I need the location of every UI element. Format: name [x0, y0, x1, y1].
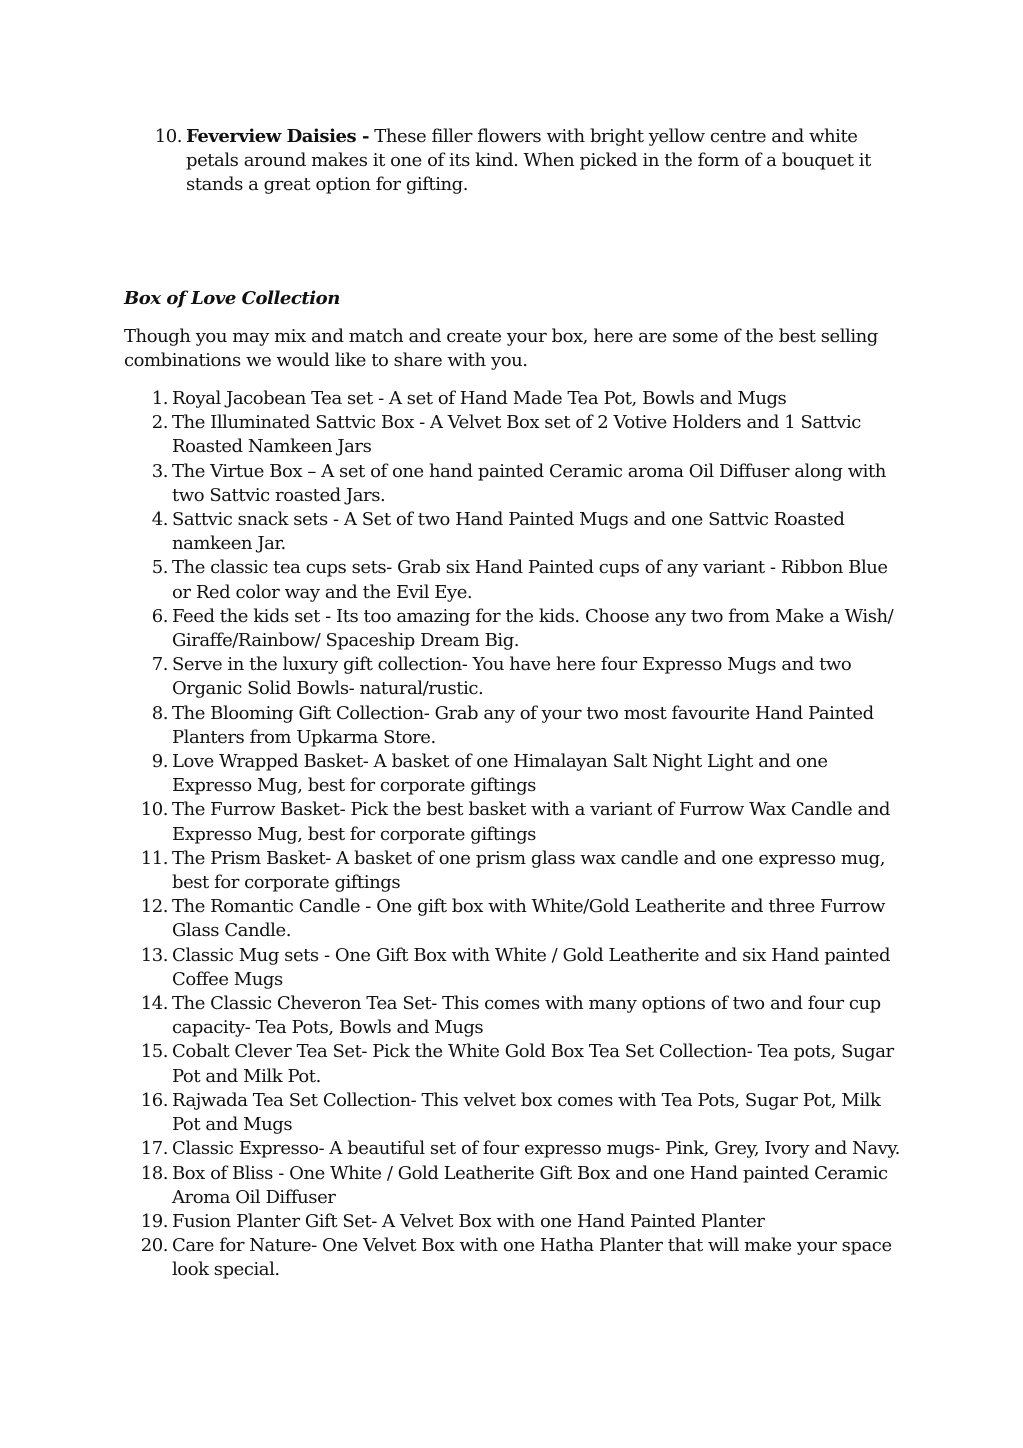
list-item-number: 5.	[151, 557, 168, 579]
list-item-text: Fusion Planter Gift Set- A Velvet Box with one Hand Painted Planter	[172, 1210, 765, 1232]
list-item-number: 20.	[140, 1235, 168, 1257]
list-item	[140, 1162, 902, 1210]
list-item-text: Love Wrapped Basket- A basket of one Himalayan Salt Night Light and one Expresso Mug, best for corporate giftings	[172, 751, 828, 797]
list-item	[151, 387, 902, 411]
list-item-number: 18.	[140, 1162, 168, 1184]
list-item-text: The Illuminated Sattvic Box - A Velvet Box set of 2 Votive Holders and 1 Sattvic Roasted Namkeen Jars	[172, 412, 861, 458]
list-item-number: 8.	[151, 702, 168, 724]
list-item-number: 17.	[140, 1138, 168, 1160]
list-item-feverview-daisies	[154, 125, 886, 198]
list-item-number: 13.	[140, 944, 168, 966]
list-item	[140, 1137, 902, 1161]
list-item	[140, 847, 902, 895]
list-item-text: Cobalt Clever Tea Set- Pick the White Gold Box Tea Set Collection- Tea pots, Sugar Pot and Milk Pot.	[172, 1041, 894, 1087]
list-item-number: 3.	[151, 460, 168, 482]
list-item-text: Royal Jacobean Tea set - A set of Hand Made Tea Pot, Bowls and Mugs	[172, 388, 787, 409]
list-item	[151, 702, 902, 750]
list-item-text: The Classic Cheveron Tea Set- This comes with many options of two and four cup capacity- Tea Pots, Bowls and Mugs	[172, 993, 881, 1039]
list-item	[140, 895, 902, 943]
list-item-number: 10.	[140, 799, 168, 821]
section-title: Box of Love Collection	[124, 288, 340, 309]
list-item-text: Classic Mug sets - One Gift Box with White / Gold Leatherite and six Hand painted Coffee Mugs	[172, 944, 891, 990]
list-item-number: 14.	[140, 993, 168, 1015]
list-item-text: The Furrow Basket- Pick the best basket with a variant of Furrow Wax Candle and Expresso Mug, best for corporate giftings	[172, 799, 890, 845]
list-item-text: Feed the kids set - Its too amazing for the kids. Choose any two from Make a Wish/ Giraffe/Rainbow/ Spaceship Dream Big.	[172, 605, 894, 652]
list-item	[140, 1089, 902, 1137]
section-intro: Though you may mix and match and create your box, here are some of the best selling combinations we would like to share with you.	[124, 326, 878, 372]
list-item	[151, 508, 902, 556]
list-item-body	[186, 125, 886, 198]
list-item-text: Care for Nature- One Velvet Box with one Hatha Planter that will make your space look special.	[172, 1235, 892, 1281]
list-item-text: Box of Bliss - One White / Gold Leatherite Gift Box and one Hand painted Ceramic Aroma Oil Diffuser	[172, 1162, 888, 1208]
list-item	[140, 798, 902, 846]
list-item-number: 7.	[151, 654, 168, 676]
list-item-text: The Prism Basket- A basket of one prism glass wax candle and one expresso mug, best for corporate giftings	[172, 847, 885, 894]
list-item-number: 2.	[151, 412, 168, 434]
list-item-text: The Virtue Box – A set of one hand painted Ceramic aroma Oil Diffuser along with two Sattvic roasted Jars.	[172, 460, 886, 506]
list-item-number: 6.	[151, 605, 168, 627]
list-item	[151, 556, 902, 604]
list-item-number: 16.	[140, 1089, 168, 1111]
list-item	[140, 1234, 902, 1282]
list-item-number: 12.	[140, 896, 168, 918]
list-item	[151, 460, 902, 508]
list-item-number: 19.	[140, 1210, 168, 1232]
list-item	[151, 411, 902, 459]
list-item	[151, 605, 902, 653]
list-item-number: 4.	[151, 509, 168, 531]
list-item-text: Classic Expresso- A beautiful set of four expresso mugs- Pink, Grey, Ivory and Navy.	[172, 1138, 900, 1160]
list-item-title: Feverview Daisies -	[186, 126, 370, 147]
list-item	[140, 944, 902, 992]
list-item	[140, 992, 902, 1040]
list-item-text: Sattvic snack sets - A Set of two Hand Painted Mugs and one Sattvic Roasted namkeen Jar.	[172, 509, 845, 555]
list-item-text: Rajwada Tea Set Collection- This velvet box comes with Tea Pots, Sugar Pot, Milk Pot and Mugs	[172, 1089, 881, 1136]
list-item-number: 9.	[151, 751, 168, 773]
list-item-text: The classic tea cups sets- Grab six Hand Painted cups of any variant - Ribbon Blue or Red color way and the Evil Eye.	[172, 557, 888, 603]
list-item	[151, 750, 902, 798]
list-item-number: 1.	[151, 388, 168, 409]
combination-list	[140, 387, 902, 1283]
list-item-number: 10.	[154, 126, 182, 147]
list-item	[140, 1210, 902, 1234]
list-item-text: These filler flowers with bright yellow centre and white petals around makes it one of its kind. When picked in the form of a bouquet it stands a great option for gifting.	[186, 126, 871, 196]
list-item	[140, 1040, 902, 1088]
list-item	[151, 653, 902, 701]
list-item-number: 15.	[140, 1041, 168, 1063]
list-item-number: 11.	[140, 847, 168, 869]
list-item-text: The Blooming Gift Collection- Grab any of your two most favourite Hand Painted Planters from Upkarma Store.	[172, 702, 874, 748]
list-item-text: The Romantic Candle - One gift box with White/Gold Leatherite and three Furrow Glass Candle.	[172, 896, 885, 942]
list-item-text: Serve in the luxury gift collection- You have here four Expresso Mugs and two Organic Solid Bowls- natural/rustic.	[172, 654, 852, 700]
